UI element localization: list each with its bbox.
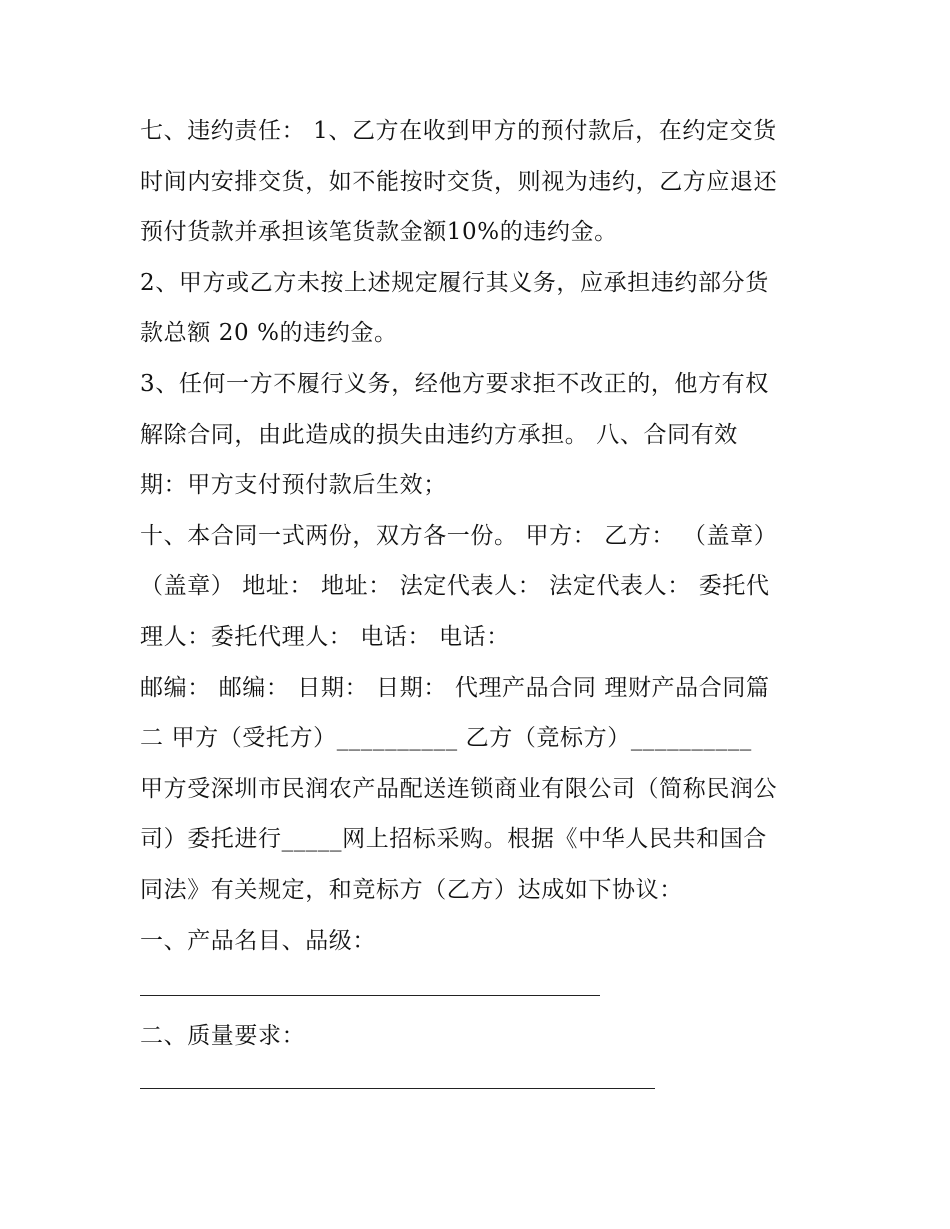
blank-underline-quality [140,1088,655,1089]
text-line-14: 甲方受深圳市民润农产品配送连锁商业有限公司（简称民润公 [140,776,778,802]
text-line-5: 款总额 20 %的违约金。 [140,320,398,346]
text-line-8: 期：甲方支付预付款后生效； [140,472,447,498]
section-heading-quality: 二、质量要求： [140,1023,306,1049]
text-line-16: 同法》有关规定，和竞标方（乙方）达成如下协议： [140,877,683,903]
text-line-4: 2、甲方或乙方未按上述规定履行其义务，应承担违约部分货 [140,270,769,296]
text-line-1: 七、违约责任： 1、乙方在收到甲方的预付款后，在约定交货 [140,118,777,144]
text-line-6: 3、任何一方不履行义务，经他方要求拒不改正的，他方有权 [140,371,769,397]
blank-underline-product [140,995,600,996]
text-line-15: 司）委托进行_____网上招标采购。根据《中华人民共和国合 [140,826,767,852]
text-line-10: （盖章） 地址： 地址： 法定代表人： 法定代表人： 委托代 [140,573,770,599]
text-line-13: 二 甲方（受托方）__________ 乙方（竞标方）__________ [140,725,752,751]
section-heading-product: 一、产品名目、品级： [140,928,376,954]
text-line-9: 十、本合同一式两份，双方各一份。 甲方： 乙方： （盖章） [140,523,778,549]
text-line-7: 解除合同，由此造成的损失由违约方承担。 八、合同有效 [140,422,738,448]
text-line-11: 理人：委托代理人： 电话： 电话： [140,624,510,650]
text-line-3: 预付货款并承担该笔货款金额10%的违约金。 [140,219,618,245]
text-line-12: 邮编： 邮编： 日期： 日期： 代理产品合同 理财产品合同篇 [140,675,770,701]
text-line-2: 时间内安排交货，如不能按时交货，则视为违约，乙方应退还 [140,169,778,195]
